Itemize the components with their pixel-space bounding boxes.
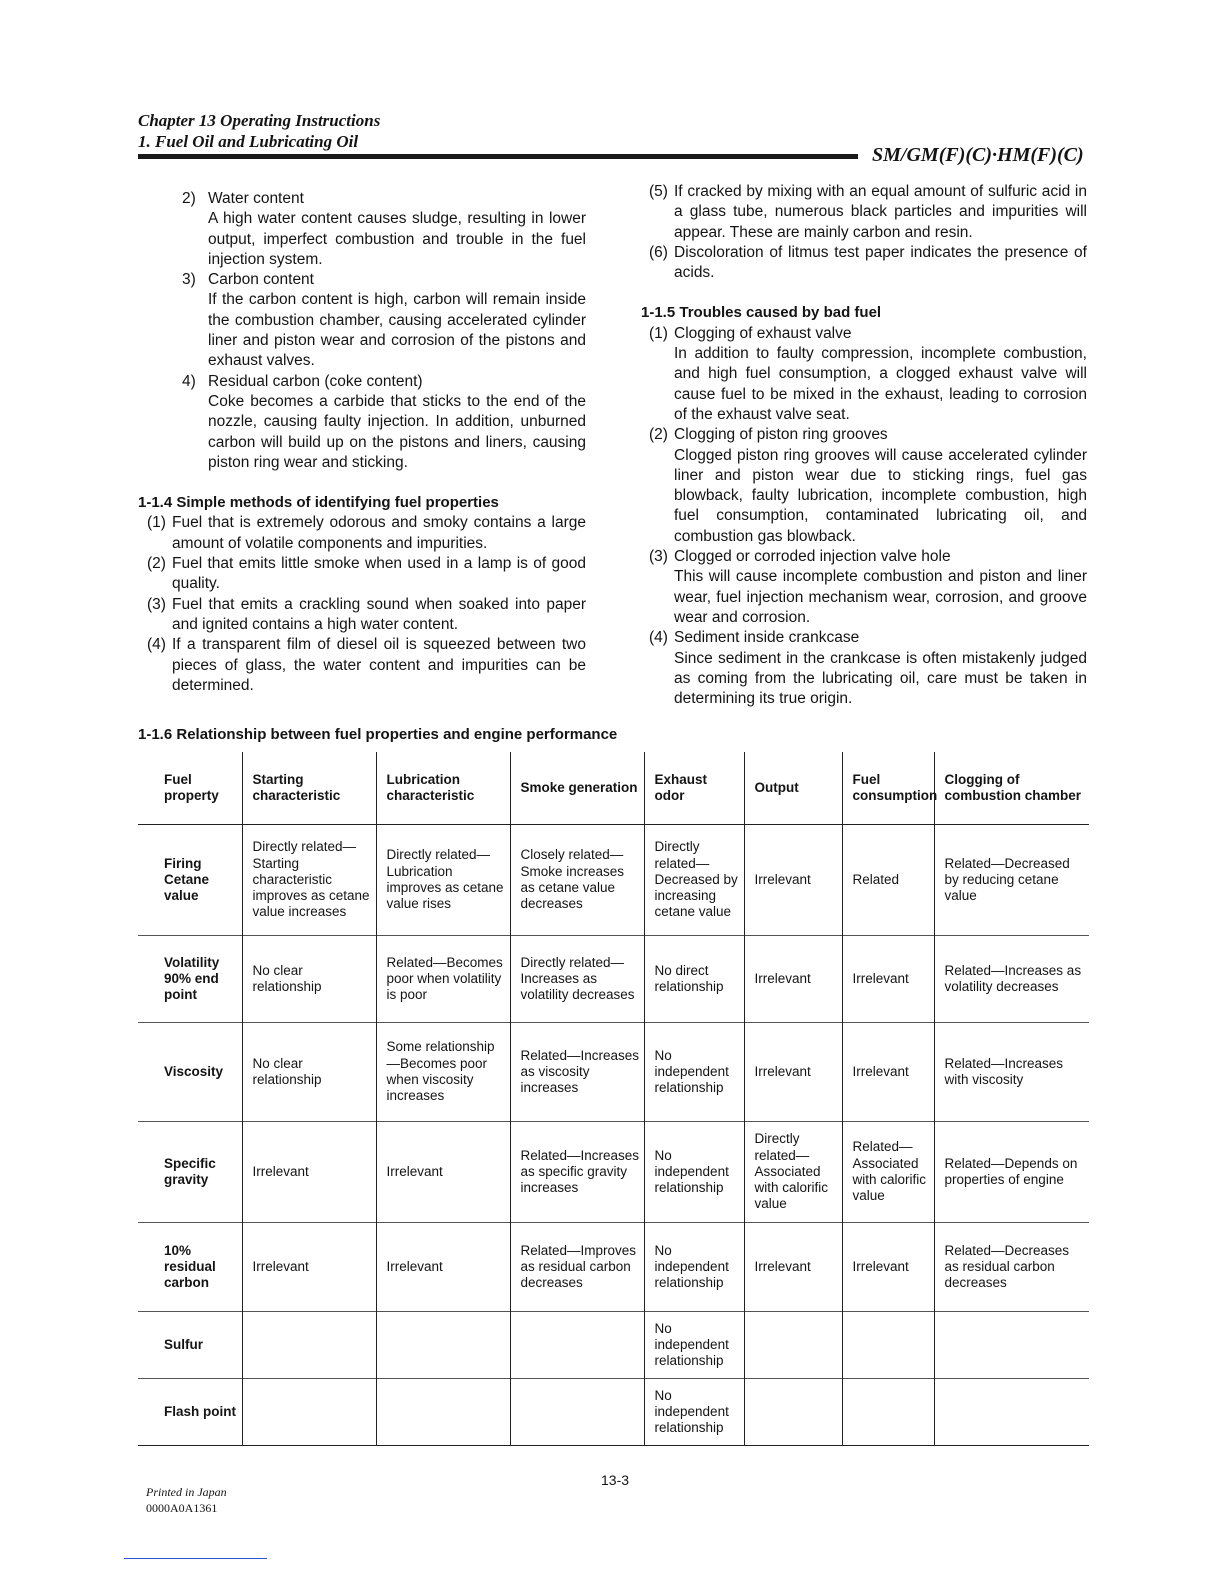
header-rule (138, 154, 858, 159)
chapter-title: Chapter 13 Operating Instructions (138, 111, 381, 130)
right-column (641, 182, 1087, 709)
table-cell: Related (842, 825, 934, 936)
table-cell (376, 1312, 510, 1379)
item-text: Clogged piston ring grooves will cause accelerated cylinder liner and piston wear due to sticking rings, fuel gas blowback, faulty lubrication, incomplete combustion, high fuel consumption, contaminated lubricating oil, and combustion gas blowback. (674, 446, 1087, 545)
table-cell: Directly related—Decreased by increasing cetane value (644, 825, 744, 936)
printed-note: Printed in Japan (146, 1485, 227, 1499)
table-cell (510, 1312, 644, 1379)
table-cell: No independent relationship (644, 1223, 744, 1312)
table-cell (242, 1312, 376, 1379)
table-header-row (138, 752, 1089, 825)
row-header: Volatility 90% end point (138, 936, 242, 1023)
table-cell: Irrelevant (376, 1122, 510, 1223)
table-cell: Irrelevant (242, 1122, 376, 1223)
item-text: This will cause incomplete combustion and piston and liner wear, fuel injection mechanism wear, corrosion, and groove wear and corrosion. (674, 568, 1087, 626)
item-title: Carbon content (208, 271, 314, 289)
list-item: 2) Water content A high water content causes sludge, resulting in lower output, imperfect combustion and trouble in the fuel injection system. (138, 189, 586, 270)
table-cell: No direct relationship (644, 936, 744, 1023)
section-title: 1. Fuel Oil and Lubricating Oil (138, 132, 359, 151)
row-header: Firing Cetane value (138, 825, 242, 936)
column-header: Fuel property (138, 752, 242, 825)
list-item: (5) If cracked by mixing with an equal amount of sulfuric acid in a glass tube, numerous black particles and impurities will appear. These are mainly carbon and resin. (649, 183, 1087, 241)
table-row (138, 1122, 1089, 1223)
fuel-properties-table (138, 752, 1089, 1446)
item-text: In addition to faulty compression, incomplete combustion, and high fuel consumption, a clogged exhaust valve will cause fuel to be mixed in the exhaust, leading to corrosion of the exhaust valve seat. (674, 345, 1087, 423)
item-title: Residual carbon (coke content) (208, 372, 423, 390)
table-cell: Related—Becomes poor when volatility is poor (376, 936, 510, 1023)
table-row (138, 1312, 1089, 1379)
running-header (138, 110, 380, 152)
column-header: Fuel consumption (842, 752, 934, 825)
list-item: (2) Clogging of piston ring grooves Clogged piston ring grooves will cause accelerated cylinder liner and piston wear due to sticking rings, fuel gas blowback, faulty lubrication, incomplete combustion, high fuel consumption, contaminated lubricating oil, and combustion gas blowback. (641, 425, 1087, 547)
table-cell: Irrelevant (744, 1223, 842, 1312)
item-title: Clogging of piston ring grooves (674, 426, 888, 444)
table-cell (934, 1312, 1089, 1379)
table-cell (510, 1379, 644, 1446)
item-title: Sediment inside crankcase (674, 629, 860, 647)
list-item: (3) Fuel that emits a crackling sound when soaked into paper and ignited contains a high water content. (147, 595, 586, 633)
column-header: Exhaust odor (644, 752, 744, 825)
left-column (138, 189, 586, 696)
table-cell: Directly related—Lubrication improves as cetane value rises (376, 825, 510, 936)
table-cell (842, 1312, 934, 1379)
item-title: Clogged or corroded injection valve hole (674, 548, 951, 566)
list-item: (1) Fuel that is extremely odorous and smoky contains a large amount of volatile components and impurities. (147, 514, 586, 552)
item-title: Clogging of exhaust valve (674, 324, 852, 342)
column-header: Clogging of combustion chamber (934, 752, 1089, 825)
table-cell (934, 1379, 1089, 1446)
row-header: Sulfur (138, 1312, 242, 1379)
item-text: Coke becomes a carbide that sticks to the end of the nozzle, causing faulty injection. In addition, unburned carbon will build up on the pistons and liners, causing piston ring wear and sticking. (208, 392, 586, 471)
item-title: Water content (208, 190, 304, 207)
list-item: (1) Clogging of exhaust valve In addition to faulty compression, incomplete combustion, and high fuel consumption, a clogged exhaust valve will cause fuel to be mixed in the exhaust, leading to corrosion of the exhaust valve seat. (641, 324, 1087, 425)
table-cell: No independent relationship (644, 1379, 744, 1446)
row-header: 10% residual carbon (138, 1223, 242, 1312)
table-row (138, 936, 1089, 1023)
item-text: A high water content causes sludge, resulting in lower output, imperfect combustion and trouble in the fuel injection system. (208, 210, 586, 268)
list-item: (4) If a transparent film of diesel oil is squeezed between two pieces of glass, the water content and impurities can be determined. (147, 636, 586, 694)
table-cell: No independent relationship (644, 1023, 744, 1122)
table-cell (376, 1379, 510, 1446)
table-cell: No independent relationship (644, 1122, 744, 1223)
table-cell: Irrelevant (744, 825, 842, 936)
table-title: 1-1.6 Relationship between fuel properties and engine performance (138, 726, 618, 743)
table-row (138, 1379, 1089, 1446)
document-code: 0000A0A1361 (146, 1501, 218, 1515)
column-header: Output (744, 752, 842, 825)
table-row (138, 1223, 1089, 1312)
table-cell: Irrelevant (842, 1023, 934, 1122)
table-cell: Directly related—Starting characteristic improves as cetane value increases (242, 825, 376, 936)
table-cell: No clear relationship (242, 1023, 376, 1122)
list-item: (2) Fuel that emits little smoke when used in a lamp is of good quality. (147, 555, 586, 593)
table-row (138, 825, 1089, 936)
list-item: 3) Carbon content If the carbon content is high, carbon will remain inside the combustion chamber, causing accelerated cylinder liner and piston wear and corrosion of the pistons and exhaust valves. (138, 270, 586, 371)
table-cell: Related—Decreased by reducing cetane value (934, 825, 1089, 936)
item-text: Since sediment in the crankcase is often mistakenly judged as coming from the lubricating oil, care must be taken in determining its true origin. (674, 649, 1087, 708)
table-cell: Irrelevant (842, 1223, 934, 1312)
list-item: 4) Residual carbon (coke content) Coke becomes a carbide that sticks to the end of the nozzle, causing faulty injection. In addition, unburned carbon will build up on the pistons and liners, causing piston ring wear and sticking. (138, 372, 586, 473)
table-cell: No clear relationship (242, 936, 376, 1023)
table-cell: Some relationship—Becomes poor when viscosity increases (376, 1023, 510, 1122)
table-cell (744, 1312, 842, 1379)
row-header: Viscosity (138, 1023, 242, 1122)
table-cell: Related—Associated with calorific value (842, 1122, 934, 1223)
row-header: Specific gravity (138, 1122, 242, 1223)
section-heading: 1-1.5 Troubles caused by bad fuel (641, 304, 882, 322)
column-header: Lubrication characteristic (376, 752, 510, 825)
table-cell: Related—Increases as volatility decreases (934, 936, 1089, 1023)
table-cell: No independent relationship (644, 1312, 744, 1379)
row-header: Flash point (138, 1379, 242, 1446)
table-cell: Related—Increases with viscosity (934, 1023, 1089, 1122)
footer-line (124, 1558, 267, 1559)
list-item: (3) Clogged or corroded injection valve hole This will cause incomplete combustion and piston and liner wear, fuel injection mechanism wear, corrosion, and groove wear and corrosion. (641, 547, 1087, 628)
model-code: SM/GM(F)(C)·HM(F)(C) (872, 144, 1084, 166)
table-cell: Irrelevant (842, 936, 934, 1023)
list-item: (6) Discoloration of litmus test paper indicates the presence of acids. (649, 243, 1087, 282)
item-text: If the carbon content is high, carbon will remain inside the combustion chamber, causing accelerated cylinder liner and piston wear and corrosion of the pistons and exhaust valves. (208, 291, 586, 370)
table-cell: Closely related—Smoke increases as cetane value decreases (510, 825, 644, 936)
section-heading: 1-1.4 Simple methods of identifying fuel properties (138, 494, 499, 512)
table-row (138, 1023, 1089, 1122)
list-item: (4) Sediment inside crankcase Since sediment in the crankcase is often mistakenly judged as coming from the lubricating oil, care must be taken in determining its true origin. (641, 628, 1087, 709)
table-cell: Related—Decreases as residual carbon decreases (934, 1223, 1089, 1312)
footer (146, 1484, 227, 1516)
table-cell: Irrelevant (744, 936, 842, 1023)
table-cell (842, 1379, 934, 1446)
table-cell: Irrelevant (376, 1223, 510, 1312)
table-cell: Irrelevant (744, 1023, 842, 1122)
column-header: Starting characteristic (242, 752, 376, 825)
table-cell: Related—Increases as specific gravity increases (510, 1122, 644, 1223)
table-cell (744, 1379, 842, 1446)
table-cell: Irrelevant (242, 1223, 376, 1312)
table-cell: Related—Improves as residual carbon decreases (510, 1223, 644, 1312)
table-cell: Related—Increases as viscosity increases (510, 1023, 644, 1122)
column-header: Smoke generation (510, 752, 644, 825)
table-cell: Directly related—Associated with calorific value (744, 1122, 842, 1223)
table-cell: Related—Depends on properties of engine (934, 1122, 1089, 1223)
table-cell: Directly related—Increases as volatility decreases (510, 936, 644, 1023)
table-cell (242, 1379, 376, 1446)
page-number: 13-3 (601, 1472, 630, 1488)
